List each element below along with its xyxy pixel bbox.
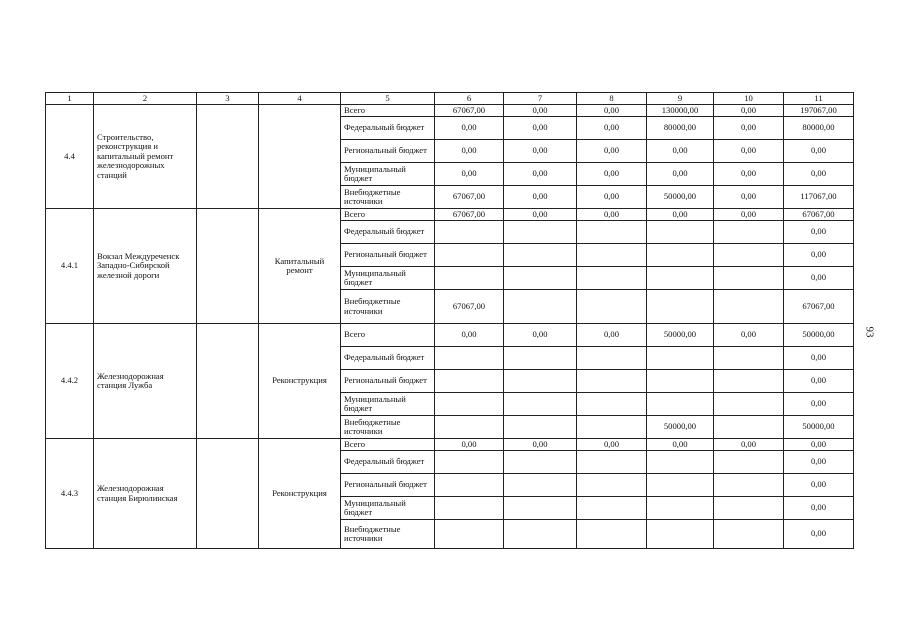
amount-cell (577, 221, 647, 244)
amount-cell: 0,00 (784, 347, 854, 370)
amount-cell: 50000,00 (647, 416, 714, 439)
item-name: Вокзал Междуреченск Западно-Сибирской железной дороги (94, 209, 197, 324)
amount-cell (435, 370, 504, 393)
amount-cell (504, 520, 577, 549)
amount-cell: 0,00 (714, 186, 784, 209)
funding-source: Всего (341, 324, 435, 347)
amount-cell (647, 221, 714, 244)
amount-cell (647, 474, 714, 497)
amount-cell: 0,00 (577, 140, 647, 163)
header-cell: 4 (259, 93, 341, 105)
amount-cell: 0,00 (714, 209, 784, 221)
amount-cell (714, 221, 784, 244)
amount-cell: 0,00 (784, 370, 854, 393)
header-cell: 5 (341, 93, 435, 105)
amount-cell: 130000,00 (647, 105, 714, 117)
funding-source: Региональный бюджет (341, 140, 435, 163)
header-cell: 6 (435, 93, 504, 105)
amount-cell: 0,00 (504, 105, 577, 117)
table-body (46, 93, 854, 549)
amount-cell: 0,00 (784, 267, 854, 290)
amount-cell (435, 520, 504, 549)
funding-source: Федеральный бюджет (341, 221, 435, 244)
amount-cell (504, 347, 577, 370)
amount-cell: 0,00 (435, 117, 504, 140)
funding-source: Федеральный бюджет (341, 347, 435, 370)
amount-cell (504, 221, 577, 244)
amount-cell (504, 416, 577, 439)
amount-cell (435, 347, 504, 370)
amount-cell: 0,00 (647, 140, 714, 163)
amount-cell (435, 416, 504, 439)
funding-source: Всего (341, 105, 435, 117)
amount-cell: 0,00 (784, 439, 854, 451)
header-cell: 1 (46, 93, 94, 105)
amount-cell (647, 451, 714, 474)
funding-source: Муниципальный бюджет (341, 393, 435, 416)
amount-cell: 117067,00 (784, 186, 854, 209)
table-row (46, 209, 854, 221)
amount-cell (714, 290, 784, 324)
funding-source: Региональный бюджет (341, 474, 435, 497)
amount-cell: 0,00 (784, 520, 854, 549)
item-work-type: Реконструкция (259, 324, 341, 439)
amount-cell: 0,00 (784, 140, 854, 163)
amount-cell (577, 416, 647, 439)
amount-cell: 50000,00 (784, 416, 854, 439)
amount-cell: 0,00 (504, 324, 577, 347)
amount-cell (714, 497, 784, 520)
header-cell: 3 (197, 93, 259, 105)
amount-cell: 0,00 (435, 163, 504, 186)
funding-source: Муниципальный бюджет (341, 267, 435, 290)
amount-cell (435, 267, 504, 290)
item-col3 (197, 324, 259, 439)
amount-cell: 0,00 (714, 117, 784, 140)
amount-cell (714, 244, 784, 267)
amount-cell: 0,00 (577, 324, 647, 347)
item-col3 (197, 209, 259, 324)
item-code: 4.4.2 (46, 324, 94, 439)
amount-cell: 0,00 (714, 163, 784, 186)
amount-cell: 0,00 (714, 324, 784, 347)
header-row (46, 93, 854, 105)
amount-cell (504, 474, 577, 497)
funding-source: Всего (341, 439, 435, 451)
item-code: 4.4.1 (46, 209, 94, 324)
amount-cell (577, 347, 647, 370)
amount-cell (577, 474, 647, 497)
funding-source: Региональный бюджет (341, 244, 435, 267)
funding-source: Внебюджетные источники (341, 520, 435, 549)
amount-cell (435, 497, 504, 520)
amount-cell: 0,00 (504, 209, 577, 221)
amount-cell: 0,00 (784, 393, 854, 416)
header-cell: 9 (647, 93, 714, 105)
amount-cell: 0,00 (577, 186, 647, 209)
amount-cell (577, 497, 647, 520)
amount-cell (577, 244, 647, 267)
header-cell: 7 (504, 93, 577, 105)
amount-cell: 50000,00 (784, 324, 854, 347)
amount-cell: 50000,00 (647, 186, 714, 209)
funding-source: Муниципальный бюджет (341, 497, 435, 520)
item-code: 4.4 (46, 105, 94, 209)
amount-cell: 0,00 (784, 221, 854, 244)
amount-cell: 67067,00 (435, 105, 504, 117)
amount-cell (577, 290, 647, 324)
funding-source: Федеральный бюджет (341, 117, 435, 140)
amount-cell (714, 474, 784, 497)
amount-cell (504, 370, 577, 393)
amount-cell: 0,00 (504, 186, 577, 209)
amount-cell: 0,00 (435, 439, 504, 451)
table-row (46, 105, 854, 117)
amount-cell (577, 370, 647, 393)
amount-cell: 0,00 (784, 497, 854, 520)
amount-cell (714, 370, 784, 393)
amount-cell: 67067,00 (435, 290, 504, 324)
amount-cell (577, 393, 647, 416)
item-work-type: Реконструкция (259, 439, 341, 549)
amount-cell: 0,00 (577, 105, 647, 117)
amount-cell: 0,00 (504, 140, 577, 163)
page-number: 93 (863, 326, 876, 338)
funding-source: Муниципальный бюджет (341, 163, 435, 186)
amount-cell (647, 497, 714, 520)
header-cell: 2 (94, 93, 197, 105)
amount-cell: 0,00 (647, 439, 714, 451)
amount-cell: 0,00 (435, 140, 504, 163)
amount-cell: 0,00 (784, 244, 854, 267)
amount-cell (435, 244, 504, 267)
amount-cell (714, 520, 784, 549)
header-cell: 10 (714, 93, 784, 105)
amount-cell (504, 451, 577, 474)
amount-cell (577, 520, 647, 549)
amount-cell (647, 290, 714, 324)
amount-cell: 0,00 (577, 163, 647, 186)
amount-cell (504, 267, 577, 290)
table-row (46, 439, 854, 451)
amount-cell: 0,00 (784, 451, 854, 474)
amount-cell: 0,00 (784, 163, 854, 186)
amount-cell (435, 451, 504, 474)
funding-source: Федеральный бюджет (341, 451, 435, 474)
amount-cell (714, 451, 784, 474)
amount-cell (504, 393, 577, 416)
funding-source: Внебюджетные источники (341, 416, 435, 439)
amount-cell (647, 520, 714, 549)
amount-cell: 0,00 (577, 439, 647, 451)
amount-cell: 80000,00 (784, 117, 854, 140)
amount-cell (577, 267, 647, 290)
amount-cell: 80000,00 (647, 117, 714, 140)
amount-cell (435, 393, 504, 416)
amount-cell: 67067,00 (435, 209, 504, 221)
item-work-type (259, 105, 341, 209)
item-code: 4.4.3 (46, 439, 94, 549)
item-col3 (197, 105, 259, 209)
amount-cell: 0,00 (647, 163, 714, 186)
amount-cell (714, 267, 784, 290)
amount-cell (714, 416, 784, 439)
amount-cell: 0,00 (784, 474, 854, 497)
amount-cell (435, 474, 504, 497)
amount-cell: 0,00 (435, 324, 504, 347)
amount-cell: 67067,00 (435, 186, 504, 209)
amount-cell (504, 244, 577, 267)
amount-cell: 0,00 (714, 105, 784, 117)
amount-cell (647, 267, 714, 290)
amount-cell (577, 451, 647, 474)
header-cell: 11 (784, 93, 854, 105)
item-name: Железнодорожная станция Бирюлинская (94, 439, 197, 549)
amount-cell (647, 370, 714, 393)
amount-cell: 0,00 (714, 439, 784, 451)
amount-cell: 0,00 (577, 209, 647, 221)
funding-source: Региональный бюджет (341, 370, 435, 393)
table-row (46, 324, 854, 347)
header-cell: 8 (577, 93, 647, 105)
item-work-type: Капитальный ремонт (259, 209, 341, 324)
amount-cell (435, 221, 504, 244)
amount-cell (714, 347, 784, 370)
amount-cell: 67067,00 (784, 290, 854, 324)
funding-source: Внебюджетные источники (341, 290, 435, 324)
item-col3 (197, 439, 259, 549)
amount-cell: 0,00 (647, 209, 714, 221)
amount-cell: 0,00 (504, 439, 577, 451)
item-name: Строительство, реконструкция и капитальный ремонт железнодорожных станций (94, 105, 197, 209)
amount-cell: 0,00 (714, 140, 784, 163)
amount-cell: 0,00 (577, 117, 647, 140)
amount-cell: 67067,00 (784, 209, 854, 221)
amount-cell: 0,00 (504, 163, 577, 186)
funding-source: Внебюджетные источники (341, 186, 435, 209)
amount-cell (647, 393, 714, 416)
amount-cell (647, 244, 714, 267)
amount-cell (504, 290, 577, 324)
amount-cell (504, 497, 577, 520)
budget-table (45, 92, 854, 549)
amount-cell (714, 393, 784, 416)
item-name: Железнодорожная станция Лужба (94, 324, 197, 439)
amount-cell (647, 347, 714, 370)
amount-cell: 50000,00 (647, 324, 714, 347)
amount-cell: 0,00 (504, 117, 577, 140)
funding-source: Всего (341, 209, 435, 221)
amount-cell: 197067,00 (784, 105, 854, 117)
